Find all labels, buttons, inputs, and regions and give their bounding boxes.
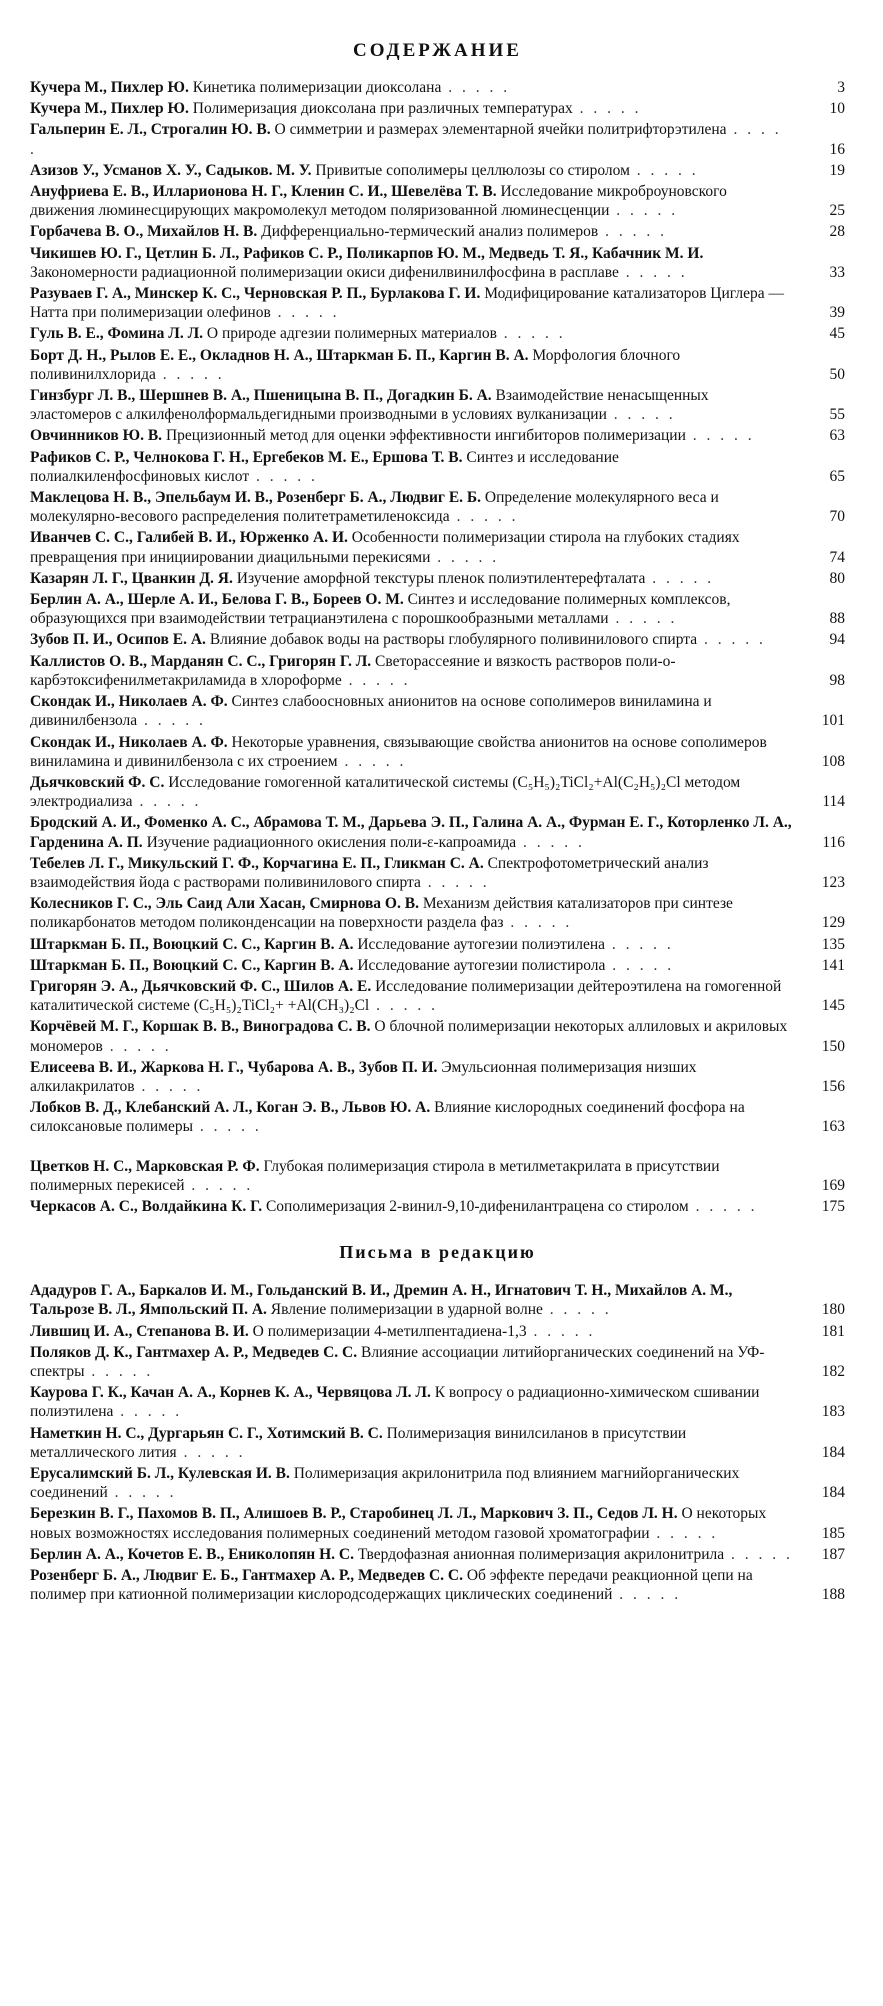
leader-dots: . . . . . <box>688 1197 758 1215</box>
entry-title: Влияние добавок воды на растворы глобулярного поливинилового спирта <box>209 631 698 649</box>
entry-page-number: 150 <box>821 1037 845 1055</box>
entry-page-number: 182 <box>821 1362 845 1380</box>
toc-entry <box>30 1424 845 1462</box>
leader-dots: . . . . . <box>184 1176 254 1194</box>
toc-entry <box>30 161 845 180</box>
entry-authors: Поляков Д. К., Гантмахер А. Р., Медведев С. С. <box>30 1343 358 1361</box>
leader-dots: . . . . . <box>685 427 755 445</box>
entry-title: Полимеризация винилсиланов в присутствии металлического лития <box>30 1424 687 1461</box>
entry-title: Изучение аморфной текстуры пленок полиэтилентерефталата <box>236 569 646 587</box>
toc-entry <box>30 244 845 282</box>
entry-title: О блочной полимеризации некоторых аллиловых и акриловых мономеров <box>30 1018 788 1055</box>
entry-title: Исследование гомогенной каталитической системы (C₅H₅)₂TiCl₂+Al(C₂H₅)₂Cl методом электродиализа <box>30 773 741 811</box>
toc-entry <box>30 448 845 486</box>
entry-title: Изучение радиационного окисления поли-ε-капроамида <box>146 833 517 851</box>
entry-authors: Каллистов О. В., Марданян С. С., Григорян Г. Л. <box>30 652 372 670</box>
leader-dots: . . . . . <box>645 569 715 587</box>
entry-title: К вопросу о радиационно-химическом сшивании полиэтилена <box>30 1384 760 1421</box>
leader-dots: . . . . . <box>608 610 678 628</box>
entry-authors: Ануфриева Е. В., Илларионова Н. Г., Кленин С. И., Шевелёва Т. В. <box>30 183 497 201</box>
toc-entry <box>30 773 845 811</box>
entry-title: О полимеризации 4-метилпентадиена-1,3 <box>252 1322 527 1340</box>
entry-title: Спектрофотометрический анализ взаимодействия йода с растворами поливинилового спирта <box>30 854 709 891</box>
entry-authors: Маклецова Н. В., Эпельбаум И. В., Розенберг Б. А., Людвиг Е. Б. <box>30 489 482 507</box>
entry-authors: Елисеева В. И., Жаркова Н. Г., Чубарова А. В., Зубов П. И. <box>30 1058 438 1076</box>
entry-authors: Берлин А. А., Шерле А. И., Белова Г. В., Бореев О. М. <box>30 591 404 609</box>
leader-dots: . . . . . <box>337 752 407 770</box>
entry-authors: Берлин А. А., Кочетов Е. В., Ениколопян Н. С. <box>30 1545 354 1563</box>
entry-title: Исследование полимеризации дейтероэтилена на гомогенной каталитической системе (C₅H₅)₂TiCl₂+ +Al(CH₃)₂Cl <box>30 977 782 1015</box>
leader-dots: . . . . . <box>598 223 667 241</box>
toc-entry <box>30 630 845 649</box>
entry-title: Об эффекте передачи реакционной цепи на полимер при катионной полимеризации кислородсодержащих циклических соединений <box>30 1567 753 1604</box>
entry-page-number: 19 <box>829 161 845 179</box>
entry-authors: Горбачева В. О., Михайлов Н. В. <box>30 223 258 241</box>
entry-authors: Овчинников Ю. В. <box>30 427 163 445</box>
entry-page-number: 63 <box>829 427 845 445</box>
toc-entry <box>30 1464 845 1502</box>
leader-dots: . . . . . <box>605 956 675 974</box>
entry-title: Синтез слабоосновных анионитов на основе сополимеров виниламина и дивинилбензола <box>30 693 712 730</box>
entry-page-number: 101 <box>821 712 845 730</box>
toc-entry <box>30 1098 845 1136</box>
entry-page-number: 33 <box>829 263 845 281</box>
leader-dots: . . . . . <box>724 1545 793 1563</box>
entry-page-number: 135 <box>821 935 845 953</box>
entry-authors: Гинзбург Л. В., Шершнев В. А., Пшеницына В. П., Догадкин Б. А. <box>30 387 492 405</box>
toc-entry <box>30 1058 845 1096</box>
entry-authors: Корчёвей М. Г., Коршак В. В., Виноградова С. В. <box>30 1018 371 1036</box>
entry-page-number: 65 <box>829 467 845 485</box>
leader-dots: . . . . . <box>697 631 766 649</box>
entry-authors: Гальперин Е. Л., Строгалин Ю. В. <box>30 121 271 139</box>
toc-entry <box>30 426 845 445</box>
entry-title: Явление полимеризации в ударной волне <box>270 1301 543 1319</box>
entry-page-number: 163 <box>821 1118 845 1136</box>
entry-title: Прецизионный метод для оценки эффективности ингибиторов полимеризации <box>165 427 686 445</box>
toc-entry <box>30 1281 845 1319</box>
toc-entry <box>30 222 845 241</box>
leader-dots: . . . . . <box>430 548 500 566</box>
leader-dots: . . . . . <box>449 508 519 526</box>
entry-authors: Зубов П. И., Осипов Е. А. <box>30 631 206 649</box>
entry-page-number: 185 <box>821 1524 845 1542</box>
entry-title: Синтез и исследование полиалкиленфосфиновых кислот <box>30 448 619 485</box>
entry-page-number: 16 <box>829 140 845 158</box>
entry-authors: Лившиц И. А., Степанова В. И. <box>30 1322 249 1340</box>
entry-title: Механизм действия катализаторов при синтезе поликарбонатов методом поликонденсации на поверхности раздела фаз <box>30 895 733 932</box>
entry-title: Синтез и исследование полимерных комплексов, образующихся при взаимодействии тетрацианэтилена с порошкообразными металлами <box>30 591 731 628</box>
entry-authors: Дьячковский Ф. С. <box>30 773 165 791</box>
entry-authors: Григорян Э. А., Дьячковский Ф. С., Шилов А. Е. <box>30 977 372 995</box>
entry-title: О природе адгезии полимерных материалов <box>206 325 497 343</box>
leader-dots: . . . . . <box>369 997 438 1015</box>
toc-entry <box>30 1504 845 1542</box>
leader-dots: . . . . . <box>542 1301 612 1319</box>
leader-dots: . . . . . <box>572 100 642 118</box>
leader-dots: . . . . . <box>341 671 411 689</box>
entry-authors: Березкин В. Г., Пахомов В. П., Алишоев В. Р., Старобинец Л. Л., Маркович З. П., Седов Л. Н. <box>30 1505 678 1523</box>
leader-dots: . . . . . <box>606 406 676 424</box>
entry-authors: Штаркман Б. П., Воюцкий С. С., Каргин В. А. <box>30 935 354 953</box>
toc-entry <box>30 1566 845 1604</box>
spacer <box>30 1139 845 1157</box>
entry-authors: Гуль В. Е., Фомина Л. Л. <box>30 325 203 343</box>
entry-title: О симметрии и размерах элементарной ячейки политрифторэтилена <box>274 121 727 139</box>
entry-page-number: 123 <box>821 873 845 891</box>
entry-page-number: 28 <box>829 223 845 241</box>
entry-authors: Тебелев Л. Г., Микульский Г. Ф., Корчагина Е. П., Гликман С. А. <box>30 854 484 872</box>
toc-entry <box>30 182 845 220</box>
leader-dots: . . . . . <box>612 1586 682 1604</box>
entry-page-number: 50 <box>829 365 845 383</box>
entry-title: Твердофазная анионная полимеризация акрилонитрила <box>357 1545 725 1563</box>
leader-dots: . . . . . <box>526 1322 596 1340</box>
entry-page-number: 80 <box>829 569 845 587</box>
entry-title: Привитые сополимеры целлюлозы со стиролом <box>315 161 630 179</box>
leader-dots: . . . . . <box>155 365 225 383</box>
toc-entry <box>30 1322 845 1341</box>
entry-page-number: 55 <box>829 406 845 424</box>
leader-dots: . . . . . <box>441 79 511 96</box>
leader-dots: . . . . . <box>503 914 573 932</box>
entry-title: Влияние кислородных соединений фосфора на силоксановые полимеры <box>30 1099 745 1136</box>
entry-title: Сополимеризация 2-винил-9,10-дифенилантрацена со стиролом <box>265 1197 689 1215</box>
toc-entry <box>30 528 845 566</box>
entry-authors: Разуваев Г. А., Минскер К. С., Черновская Р. П., Бурлакова Г. И. <box>30 285 481 303</box>
entry-page-number: 188 <box>821 1586 845 1604</box>
toc-entry <box>30 1197 845 1216</box>
leader-dots: . . . . . <box>102 1037 172 1055</box>
toc-entry <box>30 1383 845 1421</box>
entry-title: Дифференциально-термический анализ полимеров <box>261 223 599 241</box>
toc-entry <box>30 284 845 322</box>
toc-entry <box>30 935 845 954</box>
entry-page-number: 114 <box>822 793 845 811</box>
toc-entry <box>30 692 845 730</box>
leader-dots: . . . . . <box>649 1524 719 1542</box>
entry-authors: Наметкин Н. С., Дургарьян С. Г., Хотимский В. С. <box>30 1424 383 1442</box>
entry-authors: Чикишев Ю. Г., Цетлин Б. Л., Рафиков С. Р., Поликарпов Ю. М., Медведь Т. Я., Кабачник М. И. <box>30 244 704 262</box>
entry-page-number: 187 <box>821 1545 845 1563</box>
toc-entry <box>30 99 845 118</box>
toc-entry <box>30 488 845 526</box>
toc-entry <box>30 569 845 588</box>
entry-authors: Ерусалимский Б. Л., Кулевская И. В. <box>30 1465 290 1482</box>
toc-entry <box>30 652 845 690</box>
leader-dots: . . . . . <box>249 467 318 485</box>
entry-page-number: 169 <box>821 1176 845 1194</box>
toc-entry <box>30 894 845 932</box>
entry-title: Исследование аутогезии полистирола <box>357 956 606 974</box>
leader-dots: . . . . . <box>134 1077 204 1095</box>
entry-page-number: 45 <box>829 325 845 343</box>
entry-title: Определение молекулярного веса и молекулярно-весового распределения политетраметиленоксида <box>30 489 719 526</box>
leader-dots: . . . . . <box>270 304 340 322</box>
leader-dots: . . . . . <box>30 121 782 158</box>
entry-page-number: 184 <box>821 1443 845 1461</box>
entry-title: Полимеризация акрилонитрила под влиянием магнийорганических соединений <box>30 1465 740 1502</box>
leader-dots: . . . . . <box>84 1362 154 1380</box>
entry-authors: Борт Д. Н., Рылов Е. Е., Окладнов Н. А., Штаркман Б. П., Каргин В. А. <box>30 346 529 364</box>
toc-entry <box>30 386 845 424</box>
entry-title: О некоторых новых возможностях исследования полимерных соединений методом газовой хроматографии <box>30 1505 767 1542</box>
entry-authors: Казарян Л. Г., Цванкин Д. Я. <box>30 569 233 587</box>
entry-title: Особенности полимеризации стирола на глубоких стадиях превращения при инициировании диацильными перекисями <box>30 529 740 566</box>
entry-authors: Каурова Г. К., Качан А. А., Корнев К. А., Червяцова Л. Л. <box>30 1384 431 1402</box>
toc-title: СОДЕРЖАНИЕ <box>353 40 522 61</box>
toc-entry <box>30 977 845 1015</box>
toc-entry <box>30 1017 845 1055</box>
entry-page-number: 129 <box>821 914 845 932</box>
leader-dots: . . . . . <box>193 1118 262 1136</box>
leader-dots: . . . . . <box>107 1484 177 1502</box>
leader-dots: . . . . . <box>496 325 566 343</box>
entry-page-number: 88 <box>829 610 845 628</box>
entry-title: Некоторые уравнения, связывающие свойства анионитов на основе сополимеров виниламина и дивинилбензола с их строением <box>30 733 767 770</box>
toc-entry <box>30 346 845 384</box>
entry-title: Морфология блочного поливинилхлорида <box>30 346 681 383</box>
entry-title: Влияние ассоциации литийорганических соединений на УФ-спектры <box>30 1343 765 1380</box>
toc-entry <box>30 590 845 628</box>
entry-authors: Цветков Н. С., Марковская Р. Ф. <box>30 1157 260 1175</box>
entry-page-number: 98 <box>829 671 845 689</box>
entry-page-number: 25 <box>829 202 845 220</box>
leader-dots: . . . . . <box>113 1403 183 1421</box>
entry-authors: Розенберг Б. А., Людвиг Е. Б., Гантмахер А. Р., Медведев С. С. <box>30 1567 463 1585</box>
leader-dots: . . . . . <box>605 935 674 953</box>
entry-title: Взаимодействие ненасыщенных эластомеров с алкилфенолформальдегидными производными в условиях вулканизации <box>30 387 709 424</box>
leader-dots: . . . . . <box>629 161 699 179</box>
entry-page-number: 39 <box>829 304 845 322</box>
entry-page-number: 145 <box>821 997 845 1015</box>
entry-authors: Черкасов А. С., Волдайкина К. Г. <box>30 1197 263 1215</box>
toc-entry <box>30 1545 845 1564</box>
entry-authors: Бродский А. И., Фоменко А. С., Абрамова Т. М., Дарьева Э. П., Галина А. А., Фурман Е. Г., Которленко Л. А., Гарденина А. П. <box>30 814 792 851</box>
toc-entry <box>30 120 845 158</box>
entry-page-number: 94 <box>829 631 845 649</box>
leader-dots: . . . . . <box>516 833 585 851</box>
entry-page-number: 180 <box>821 1301 845 1319</box>
entry-authors: Скондак И., Николаев А. Ф. <box>30 733 228 751</box>
entry-page-number: 183 <box>821 1403 845 1421</box>
toc-entry <box>30 956 845 975</box>
entry-authors: Рафиков С. Р., Челнокова Г. Н., Ергебеков М. Е., Ершова Т. В. <box>30 448 463 466</box>
leader-dots: . . . . . <box>132 793 202 811</box>
entry-page-number: 3 <box>837 79 845 96</box>
entry-title: Модифицирование катализаторов Циглера — Натта при полимеризации олефинов <box>30 285 784 322</box>
entry-authors: Кучера М., Пихлер Ю. <box>30 79 189 96</box>
entry-authors: Кучера М., Пихлер Ю. <box>30 100 189 118</box>
leader-dots: . . . . . <box>420 873 490 891</box>
leader-dots: . . . . . <box>137 712 206 730</box>
toc-entry <box>30 733 845 771</box>
entry-title: Светорассеяние и вязкость растворов поли-о-карбэтоксифенилметакриламида в хлороформе <box>30 652 676 689</box>
entry-page-number: 141 <box>821 956 845 974</box>
entry-page-number: 108 <box>821 752 845 770</box>
toc-list <box>30 78 845 1216</box>
entry-page-number: 10 <box>829 100 845 118</box>
entry-authors: Азизов У., Усманов Х. У., Садыков. М. У. <box>30 161 312 179</box>
entry-title: Полимеризация диоксолана при различных температурах <box>192 100 573 118</box>
toc-entry <box>30 813 845 851</box>
leader-dots: . . . . . <box>618 263 688 281</box>
toc-entry <box>30 1343 845 1381</box>
entry-page-number: 116 <box>822 833 845 851</box>
entry-page-number: 175 <box>821 1197 845 1215</box>
entry-title: Глубокая полимеризация стирола в метилметакрилата в присутствии полимерных перекисей <box>30 1157 720 1194</box>
entry-page-number: 156 <box>821 1077 845 1095</box>
entry-authors: Штаркман Б. П., Воюцкий С. С., Каргин В. А. <box>30 956 354 974</box>
toc-entry <box>30 324 845 343</box>
entry-authors: Лобков В. Д., Клебанский А. Л., Коган Э. В., Львов Ю. А. <box>30 1099 431 1117</box>
toc-entry <box>30 854 845 892</box>
letters-list <box>30 1281 845 1604</box>
letters-section-title: Письма в редакцию <box>339 1242 536 1263</box>
entry-page-number: 70 <box>829 508 845 526</box>
entry-authors: Иванчев С. С., Галибей В. И., Юрженко А. И. <box>30 529 348 547</box>
entry-authors: Колесников Г. С., Эль Саид Али Хасан, Смирнова О. В. <box>30 895 419 913</box>
entry-page-number: 74 <box>829 548 845 566</box>
entry-title: Исследование аутогезии полиэтилена <box>357 935 606 953</box>
entry-title: Эмульсионная полимеризация низших алкилакрилатов <box>30 1058 697 1095</box>
entry-title: Исследование микроброуновского движения люминесцирующих макромолекул методом поляризованной люминесценции <box>30 183 727 220</box>
entry-title: Закономерности радиационной полимеризации окиси дифенилвинилфосфина в расплаве <box>30 263 619 281</box>
entry-title: Кинетика полимеризации диоксолана <box>192 79 442 96</box>
leader-dots: . . . . . <box>609 202 679 220</box>
leader-dots: . . . . . <box>176 1443 246 1461</box>
toc-entry <box>30 78 845 97</box>
entry-page-number: 184 <box>821 1484 845 1502</box>
entry-authors: Ададуров Г. А., Баркалов И. М., Гольданский В. И., Дремин А. Н., Игнатович Т. Н., Михайлов А. М., Тальрозе В. Л., Ямпольский П. А. <box>30 1282 733 1319</box>
entry-authors: Скондак И., Николаев А. Ф. <box>30 693 228 711</box>
entry-page-number: 181 <box>821 1322 845 1340</box>
toc-entry <box>30 1157 845 1195</box>
